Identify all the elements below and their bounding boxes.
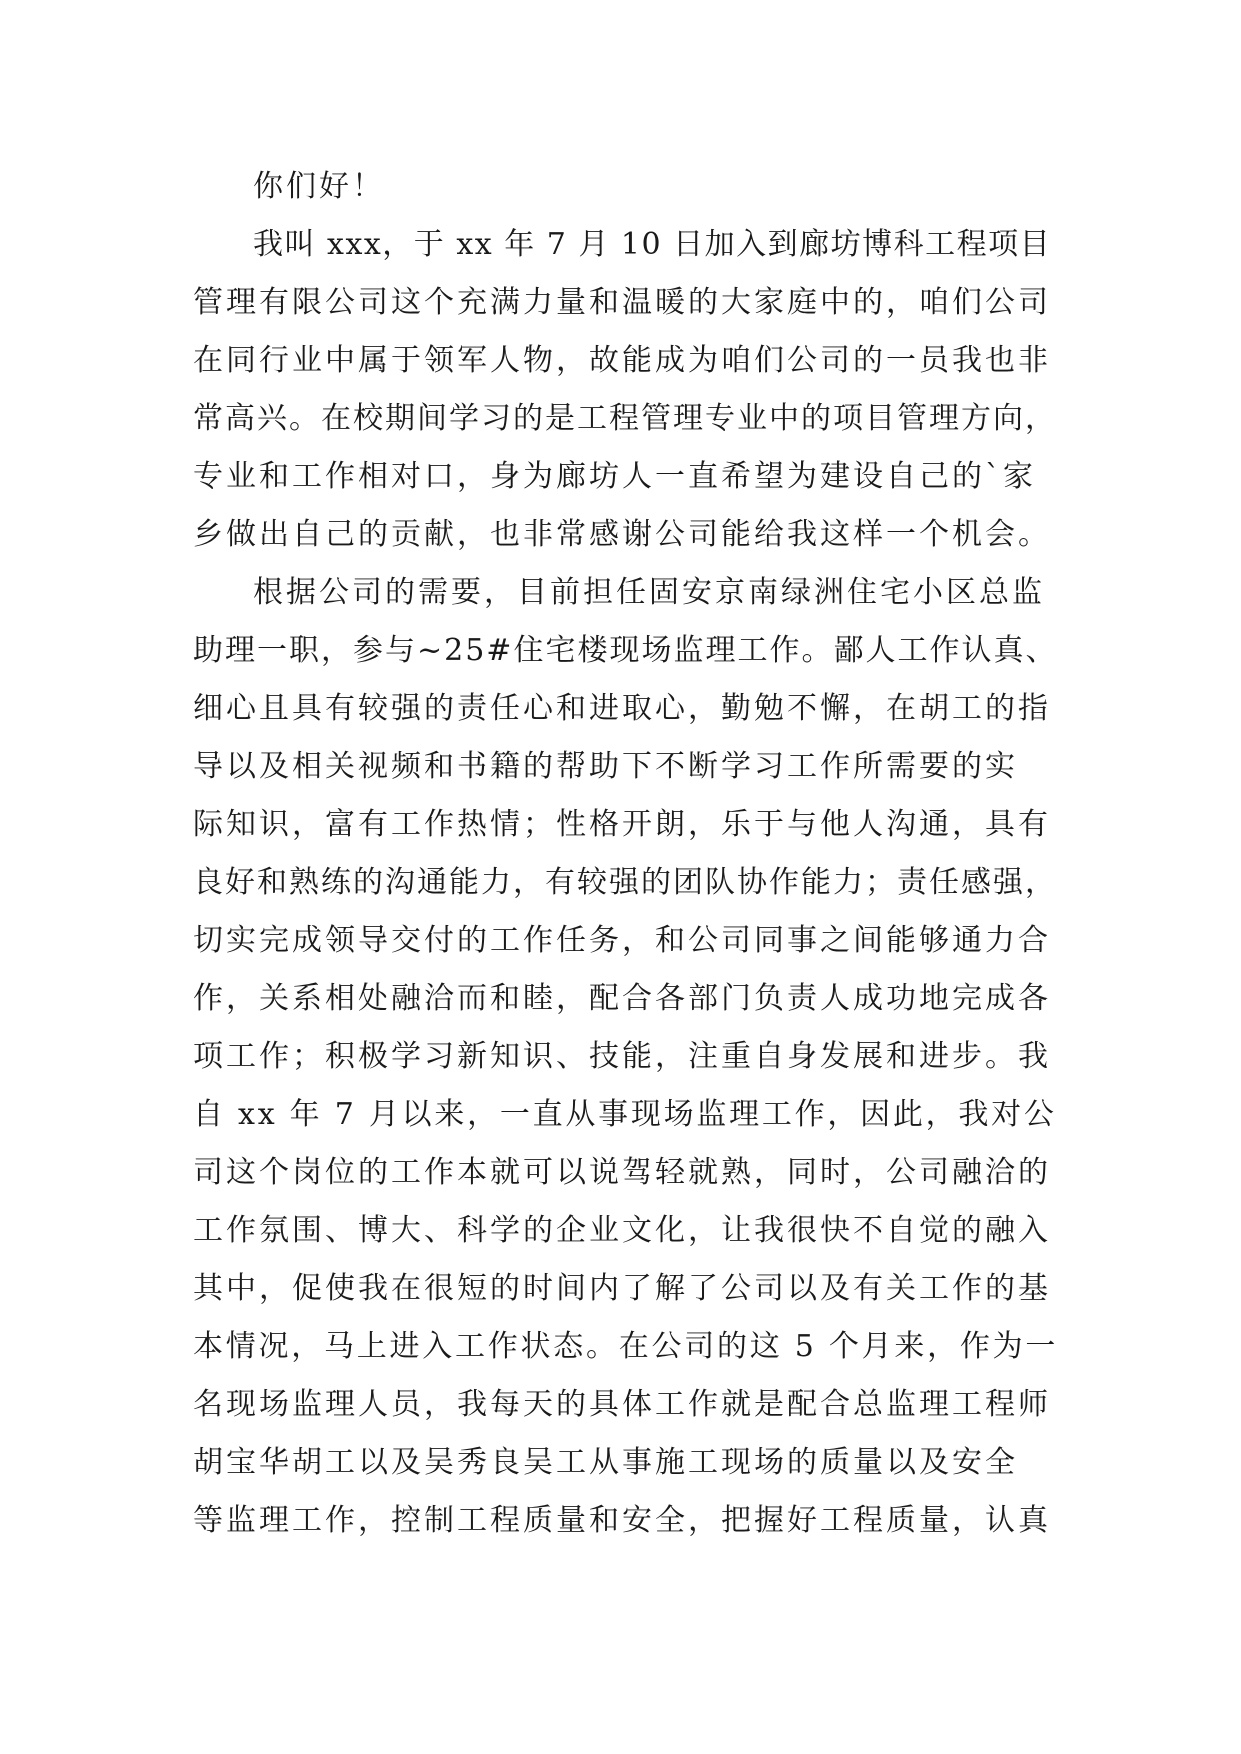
greeting-line: 你们好！ [253, 169, 385, 204]
paragraph-2-line-16: 胡宝华胡工以及吴秀良吴工从事施工现场的质量以及安全 [193, 1445, 1018, 1480]
paragraph-1-line-3: 在同行业中属于领军人物，故能成为咱们公司的一员我也非 [193, 343, 1051, 378]
paragraph-1-line-2: 管理有限公司这个充满力量和温暖的大家庭中的，咱们公司 [193, 285, 1051, 320]
paragraph-1-line-4: 常高兴。在校期间学习的是工程管理专业中的项目管理方向， [193, 401, 1057, 436]
paragraph-2-line-1: 根据公司的需要，目前担任固安京南绿洲住宅小区总监 [253, 575, 1045, 610]
paragraph-2-line-5: 际知识，富有工作热情；性格开朗，乐于与他人沟通，具有 [193, 807, 1051, 842]
paragraph-2-line-2: 助理一职，参与~25#住宅楼现场监理工作。鄙人工作认真、 [193, 633, 1058, 668]
paragraph-1-line-6: 乡做出自己的贡献，也非常感谢公司能给我这样一个机会。 [193, 517, 1051, 552]
paragraph-2-line-8: 作，关系相处融洽而和睦，配合各部门负责人成功地完成各 [193, 981, 1051, 1016]
paragraph-2-line-17: 等监理工作，控制工程质量和安全，把握好工程质量，认真 [193, 1503, 1051, 1538]
paragraph-1-line-5: 专业和工作相对口，身为廊坊人一直希望为建设自己的`家 [193, 459, 1036, 494]
paragraph-2-line-11: 司这个岗位的工作本就可以说驾轻就熟，同时，公司融洽的 [193, 1155, 1051, 1190]
paragraph-2-line-12: 工作氛围、博大、科学的企业文化，让我很快不自觉的融入 [193, 1213, 1051, 1248]
paragraph-2-line-9: 项工作；积极学习新知识、技能，注重自身发展和进步。我 [193, 1039, 1051, 1074]
paragraph-2-line-13: 其中，促使我在很短的时间内了解了公司以及有关工作的基 [193, 1271, 1051, 1306]
paragraph-1-line-1: 我叫 xxx，于 xx 年 7 月 10 日加入到廊坊博科工程项目 [253, 227, 1052, 262]
paragraph-2-line-15: 名现场监理人员，我每天的具体工作就是配合总监理工程师 [193, 1387, 1051, 1422]
paragraph-2-line-4: 导以及相关视频和书籍的帮助下不断学习工作所需要的实 [193, 749, 1018, 784]
paragraph-2-line-10: 自 xx 年 7 月以来，一直从事现场监理工作，因此，我对公 [193, 1097, 1057, 1132]
paragraph-2-line-6: 良好和熟练的沟通能力，有较强的团队协作能力；责任感强， [193, 865, 1057, 900]
paragraph-2-line-7: 切实完成领导交付的工作任务，和公司同事之间能够通力合 [193, 923, 1051, 958]
document-body [193, 158, 1058, 1550]
paragraph-2-line-3: 细心且具有较强的责任心和进取心，勤勉不懈，在胡工的指 [193, 691, 1051, 726]
paragraph-2-line-14: 本情况，马上进入工作状态。在公司的这 5 个月来，作为一 [193, 1329, 1059, 1364]
